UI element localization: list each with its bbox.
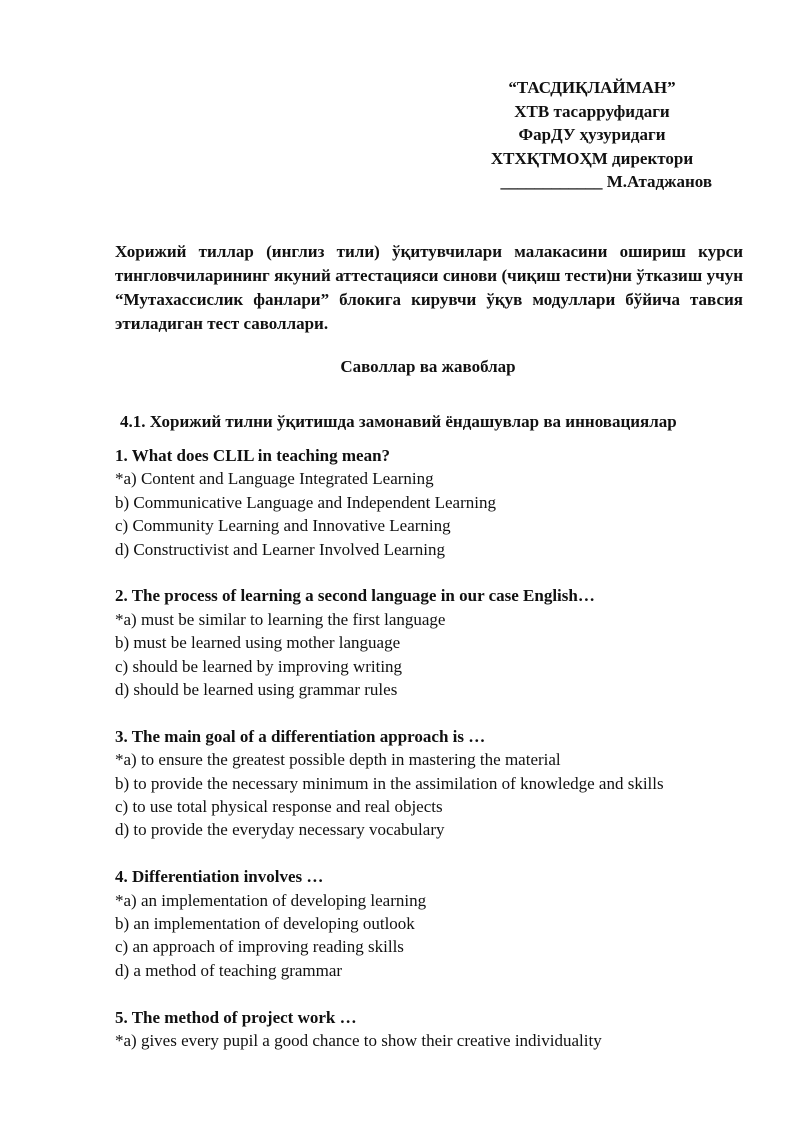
answer-option: b) an implementation of developing outlook — [115, 914, 415, 934]
answer-option: *a) to ensure the greatest possible depth in mastering the material — [115, 750, 561, 770]
approval-line-1: ХТВ тасарруфидаги — [514, 101, 670, 121]
approval-block — [472, 76, 712, 194]
section-title: Саволлар ва жавоблар — [340, 357, 516, 376]
question-list — [115, 444, 755, 1076]
answer-option: *a) gives every pupil a good chance to show their creative individuality — [115, 1031, 602, 1051]
answer-option: d) a method of teaching grammar — [115, 960, 343, 980]
answer-option: *a) Content and Language Integrated Learning — [115, 469, 434, 489]
question-text: 2. The process of learning a second language in our case English… — [115, 586, 595, 606]
question-text: 4. Differentiation involves … — [115, 867, 324, 887]
answer-option: d) to provide the everyday necessary vocabulary — [115, 820, 445, 840]
signature-blank: ____________ — [500, 172, 603, 191]
answer-option: b) must be learned using mother language — [115, 633, 401, 653]
answer-option: d) Constructivist and Learner Involved Learning — [115, 539, 445, 559]
question-text: 1. What does CLIL in teaching mean? — [115, 446, 391, 465]
question-text: 5. The method of project work … — [115, 1007, 357, 1027]
question-3 — [115, 725, 755, 842]
approval-line-3: ХТХҚТМОҲМ директори — [490, 148, 694, 168]
question-5 — [115, 1006, 755, 1053]
question-2 — [115, 584, 755, 701]
approval-line-2: ФарДУ ҳузуридаги — [518, 125, 666, 144]
question-1 — [115, 444, 755, 561]
answer-option: b) to provide the necessary minimum in the assimilation of knowledge and skills — [115, 773, 664, 793]
signature-line — [472, 170, 712, 194]
answer-option: b) Communicative Language and Independent Learning — [115, 492, 496, 512]
question-text: 3. The main goal of a differentiation approach is … — [115, 726, 486, 746]
answer-option: *a) must be similar to learning the first language — [115, 609, 446, 629]
answer-option: c) to use total physical response and real objects — [115, 797, 443, 817]
module-title: 4.1. Хорижий тилни ўқитишда замонавий ёндашувлар ва инновациялар — [120, 412, 677, 431]
answer-option: c) an approach of improving reading skills — [115, 937, 404, 957]
signatory-name: М.Атаджанов — [606, 172, 712, 191]
answer-option: d) should be learned using grammar rules — [115, 680, 398, 700]
intro-paragraph: Хорижий тиллар (инглиз тили) ўқитувчилари малакасини ошириш курси тингловчиларининг якуний аттестацияси синови (чиқиш тести)ни ўтказиш учун “Мутахассислик фанлари” блокига кирувчи ўқув модуллари бўйича тавсия этиладиган тест саволлари. — [115, 242, 743, 333]
question-4 — [115, 865, 755, 982]
answer-option: c) should be learned by improving writing — [115, 656, 403, 676]
answer-option: *a) an implementation of developing learning — [115, 890, 427, 910]
approval-heading: “ТАСДИҚЛАЙМАН” — [508, 78, 676, 97]
answer-option: c) Community Learning and Innovative Learning — [115, 516, 451, 536]
